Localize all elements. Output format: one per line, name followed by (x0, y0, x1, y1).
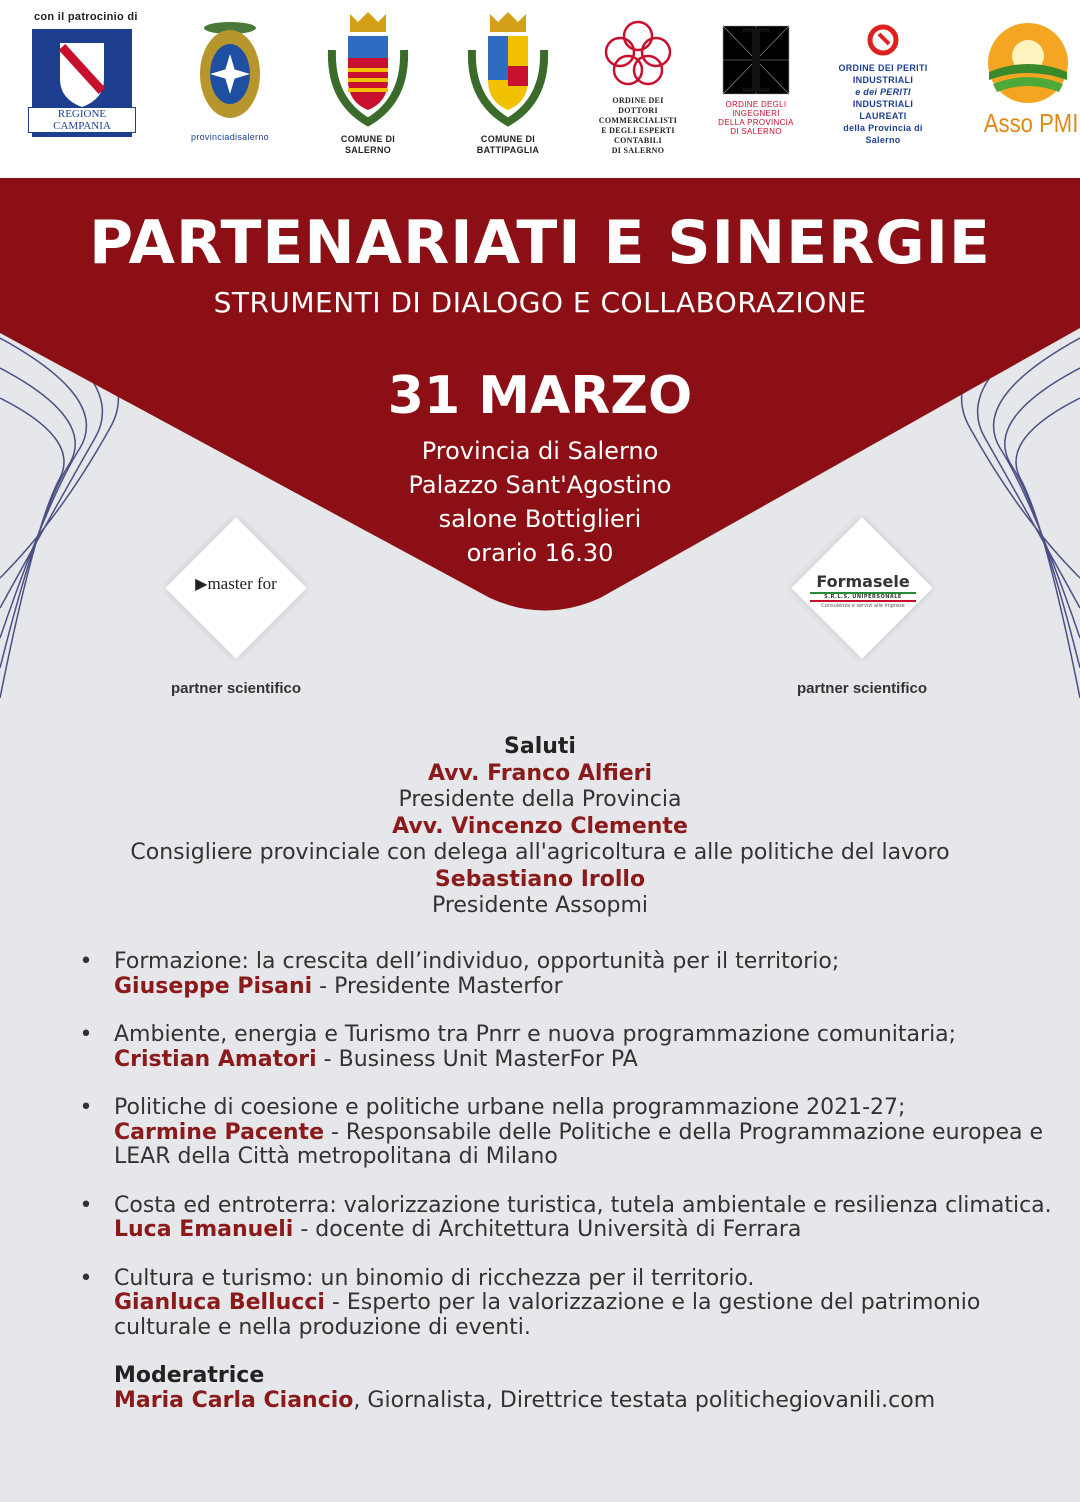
program-speaker (114, 975, 1058, 1000)
ordine-commercialisti-logo (592, 14, 684, 156)
list-item (78, 1267, 1058, 1341)
formasele-logo-subtext: S.R.L.S. UNIPERSONALE (810, 592, 916, 602)
list-item (78, 1096, 1058, 1170)
ingegneri-line3: DELLA PROVINCIA (718, 118, 794, 127)
battipaglia-crest-icon (460, 10, 556, 130)
program-speaker-role: - docente di Architettura Università di Ferrara (293, 1217, 802, 1242)
bullet-icon: • (79, 1265, 93, 1291)
ingegneri-i-icon (721, 24, 791, 96)
bullet-icon: • (79, 1095, 93, 1120)
periti-line7: Salerno (865, 135, 901, 145)
formasele-logo (800, 572, 926, 609)
commercialisti-line2: DOTTORI (618, 106, 658, 115)
venue-line-4: orario 16.30 (466, 539, 614, 567)
provincia-crest-icon (190, 16, 270, 126)
speaker-name-3: Sebastiano Irollo (434, 866, 646, 892)
commercialisti-caption (592, 96, 684, 156)
program-speaker-name: Gianluca Bellucci (114, 1290, 325, 1315)
program-speaker-name: Cristian Amatori (114, 1046, 317, 1072)
periti-line2: INDUSTRIALI (852, 75, 914, 85)
partner-label-left: partner scientifico (170, 680, 302, 697)
speaker-name-1: Avv. Franco Alfieri (427, 760, 653, 786)
moderator-heading: Moderatrice (114, 1363, 265, 1388)
speaker-role-2: Consigliere provinciale con delega all'agricoltura e alle politiche del lavoro (130, 840, 950, 865)
event-subtitle: STRUMENTI DI DIALOGO E COLLABORAZIONE (213, 286, 867, 319)
sponsor-logos (0, 0, 1080, 178)
commercialisti-line6: DI SALERNO (611, 146, 665, 155)
program-speaker-name: Carmine Pacente (114, 1119, 324, 1145)
moderator-line (114, 1389, 1058, 1414)
program-topic: Ambiente, energia e Turismo tra Pnrr e nuova programmazione comunitaria; (114, 1022, 957, 1047)
comune-salerno-line1: COMUNE DI (340, 134, 396, 144)
bullet-icon: • (79, 949, 93, 974)
periti-line1: ORDINE DEI PERITI (838, 63, 928, 73)
program-speaker (114, 1291, 1058, 1340)
program-speaker-role: - Responsabile delle Politiche e della Programmazione europea e LEAR della Città metropolitana di Milano (114, 1119, 1044, 1169)
regione-campania-emblem (32, 29, 132, 137)
saluti-heading: Saluti (504, 734, 576, 759)
venue-line-2: Palazzo Sant'Agostino (408, 471, 672, 499)
masterfor-logo-text: master for (207, 574, 277, 593)
program-topic: Costa ed entroterra: valorizzazione turistica, tutela ambientale e resilienza climatica. (114, 1192, 1052, 1218)
ingegneri-caption (716, 100, 796, 136)
ordine-periti-logo (832, 22, 934, 146)
comune-salerno-caption (318, 134, 418, 156)
program-speaker (114, 1048, 1058, 1073)
venue-line-1: Provincia di Salerno (421, 437, 659, 465)
ordine-ingegneri-logo (716, 24, 796, 136)
partner-label-right: partner scientifico (796, 680, 928, 697)
periti-caption (832, 62, 934, 146)
campania-shield-icon (32, 29, 132, 115)
comune-salerno-line2: SALERNO (344, 145, 392, 155)
event-title: PARTENARIATI E SINERGIE (89, 208, 991, 278)
commercialisti-line3: COMMERCIALISTI (598, 116, 678, 125)
periti-line3: e dei PERITI (855, 87, 911, 97)
speaker-name-2: Avv. Vincenzo Clemente (392, 813, 688, 839)
bullet-icon: • (79, 1022, 93, 1047)
play-icon: ▶ (195, 574, 208, 593)
formasele-logo-tagline: Consulenza e servizi alle imprese (821, 603, 905, 609)
comune-battipaglia-caption (458, 134, 558, 156)
program-topic: Cultura e turismo: un binomio di ricchezza per il territorio. (114, 1265, 755, 1291)
assopmi-label: Asso PMI (983, 108, 1079, 138)
ingegneri-line4: DI SALERNO (730, 127, 782, 136)
program-speaker-role: - Esperto per la valorizzazione e la gestione del patrimonio culturale e nella produzione di eventi. (114, 1290, 981, 1340)
periti-gear-icon (863, 22, 903, 58)
venue-line-3: salone Bottiglieri (438, 505, 642, 533)
commercialisti-line5: CONTABILI (614, 136, 662, 145)
ingegneri-line2: INGEGNERI (732, 109, 780, 118)
masterfor-logo (166, 574, 306, 594)
commercialisti-knot-icon (598, 14, 678, 92)
periti-line4: INDUSTRIALI (852, 99, 914, 109)
salerno-crest-icon (320, 10, 416, 130)
program-list (78, 950, 1058, 1413)
periti-line5: LAUREATI (859, 111, 907, 121)
ingegneri-line1: ORDINE DEGLI (725, 100, 787, 109)
moderator-role: , Giornalista, Direttrice testata politichegiovanili.com (353, 1387, 936, 1413)
speaker-role-1: Presidente della Provincia (398, 787, 682, 812)
program-speaker-role: - Presidente Masterfor (312, 973, 563, 999)
list-item (78, 950, 1058, 999)
assopmi-sun-icon (985, 20, 1071, 106)
comune-battipaglia-line2: BATTIPAGLIA (476, 145, 540, 155)
regione-campania-logo (22, 12, 142, 137)
list-item (78, 1194, 1058, 1243)
program-topic: Politiche di coesione e politiche urbane nella programmazione 2021-27; (114, 1095, 906, 1120)
event-date: 31 MARZO (387, 366, 693, 426)
program-speaker (114, 1218, 1058, 1243)
provincia-label: provinciadisalerno (191, 132, 269, 142)
commercialisti-line1: ORDINE DEI (612, 96, 664, 105)
speaker-role-3: Presidente Assopmi (431, 893, 649, 918)
patronage-caption: con il patrocinio di (34, 11, 138, 23)
program-speaker-role: - Business Unit MasterFor PA (316, 1046, 638, 1072)
bullet-icon: • (79, 1192, 93, 1218)
assopmi-logo (976, 20, 1080, 139)
provincia-salerno-logo (180, 16, 280, 143)
moderator-name: Maria Carla Ciancio (114, 1387, 354, 1413)
saluti-section (0, 734, 1080, 920)
program-topic: Formazione: la crescita dell’individuo, opportunità per il territorio; (114, 949, 840, 974)
program-speaker (114, 1121, 1058, 1170)
regione-campania-label: REGIONE CAMPANIA (28, 107, 136, 133)
periti-line6: della Provincia di (843, 123, 923, 133)
event-venue (0, 434, 1080, 570)
comune-battipaglia-logo (458, 10, 558, 156)
program-speaker-name: Giuseppe Pisani (114, 973, 313, 999)
formasele-logo-text: Formasele (816, 572, 910, 591)
program-speaker-name: Luca Emanueli (114, 1217, 294, 1242)
commercialisti-line4: E DEGLI ESPERTI (601, 126, 675, 135)
comune-battipaglia-line1: COMUNE DI (480, 134, 536, 144)
comune-salerno-logo (318, 10, 418, 156)
list-item (78, 1023, 1058, 1072)
moderator-section (78, 1364, 1058, 1413)
